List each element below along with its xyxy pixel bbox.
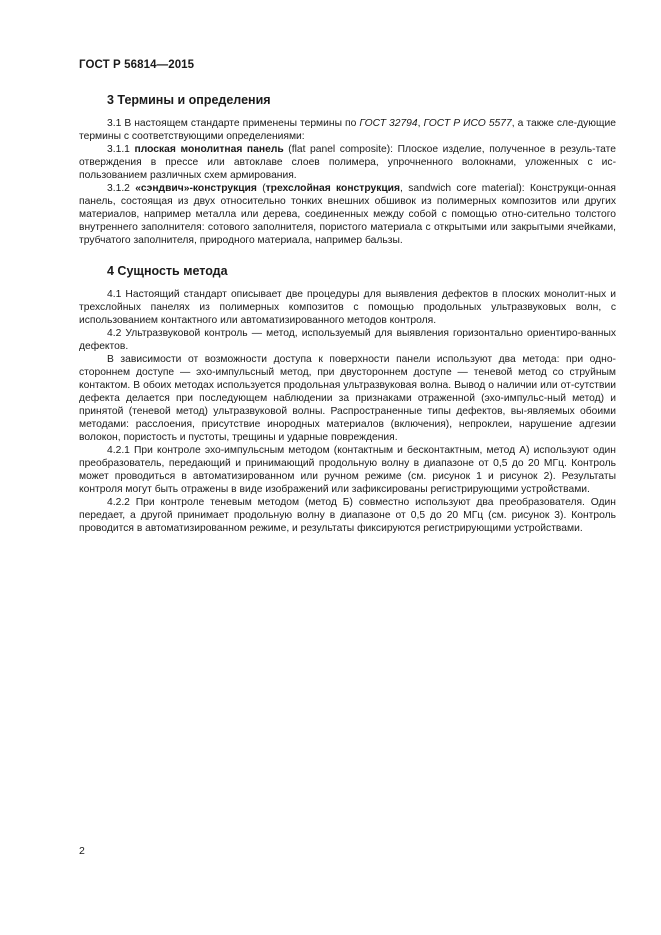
page-number: 2: [79, 845, 85, 857]
paragraph-4-2-2: 4.2.2 При контроле теневым методом (метод Б) совместно используют два преобразователя. Один передает, а другой принимает продольную волну в диапазоне от 0,5 до 20 МГц (см. рисунок 3). Контроль проводится в автоматизированном режиме, и результаты фиксируются регистрирующими устройствами.: [79, 497, 616, 534]
term-3-1-2: 3.1.2 «сэндвич»-конструкция (трехслойная конструкция, sandwich core material): Конструкци-онная панель, состоящая из двух относительно тонких внешних обшивок из полимерных композитов или других материалов, например металла или дерева, соединенных между собой с помощью отно-сительно толстого внутреннего заполнителя: сотового заполнителя, пористого материала с открытыми или закрытыми ячейками, трубчатого заполнителя, природного материала, например бальзы.: [79, 183, 616, 246]
paragraph-4-1: 4.1 Настоящий стандарт описывает две процедуры для выявления дефектов в плоских монолит-ных и трехслойных панелях из полимерных композитов с помощью продольных ультразвуковых волн, с использованием контактного или автоматизированного методов контроля.: [79, 289, 616, 326]
paragraph-4-2: 4.2 Ультразвуковой контроль — метод, используемый для выявления горизонтально ориентиро-ванных дефектов.: [79, 328, 616, 352]
term-3-1-2-synonym: трехслойная конструкция: [265, 183, 401, 194]
section-3-title: 3 Термины и определения: [107, 93, 271, 107]
standard-ref-gost-32794: ГОСТ 32794: [359, 118, 418, 129]
paragraph-4-2-methods: В зависимости от возможности доступа к поверхности панели используют два метода: при одно-стороннем доступе — эхо-импульсный метод, при двустороннем доступе — теневой метод со струйным контактом. В обоих методах используется продольная ультразвуковая волна. Вывод о наличии или от-сутствии дефекта делается при последующем наблюдении за признаками отраженной (эхо-импульс-ный метод) и принятой (теневой метод) ультразвуковой волны. Распространенные типы дефектов, вы-являемых обоими методами: расслоения, присутствие инородных материалов (включения), непроклеи, нарушение адгезии волокон, пористость и пустоты, трещины и ударные повреждения.: [79, 354, 616, 443]
paragraph-4-2-1: 4.2.1 При контроле эхо-импульсным методом (контактным и бесконтактным, метод А) используют один преобразователь, передающий и принимающий продольную волну в диапазоне от 0,5 до 20 МГц. Контроль может проводиться в автоматизированном или ручном режиме (см. рисунок 1 и рисунок 2). Результаты контроля могут быть отражены в виде изображений или зафиксированы регистрирующими устройствами.: [79, 445, 616, 495]
section-3-intro: 3.1 В настоящем стандарте применены термины по ГОСТ 32794, ГОСТ Р ИСО 5577, а также сле-дующие термины с соответствующими определениями:: [79, 118, 616, 142]
term-3-1-1: 3.1.1 плоская монолитная панель (flat panel composite): Плоское изделие, полученное в резуль-тате отверждения в прессе или автоклаве слоев полимера, упрочненного волокнами, уложенных с ис-пользованием различных схем армирования.: [79, 144, 616, 181]
document-body: [79, 92, 616, 535]
term-3-1-1-name: плоская монолитная панель: [134, 144, 284, 155]
term-3-1-2-name: «сэндвич»-конструкция: [135, 183, 257, 194]
section-4-title: 4 Сущность метода: [107, 264, 228, 278]
standard-ref-iso-5577: ГОСТ Р ИСО 5577: [423, 118, 512, 129]
document-header: ГОСТ Р 56814—2015: [79, 59, 195, 71]
